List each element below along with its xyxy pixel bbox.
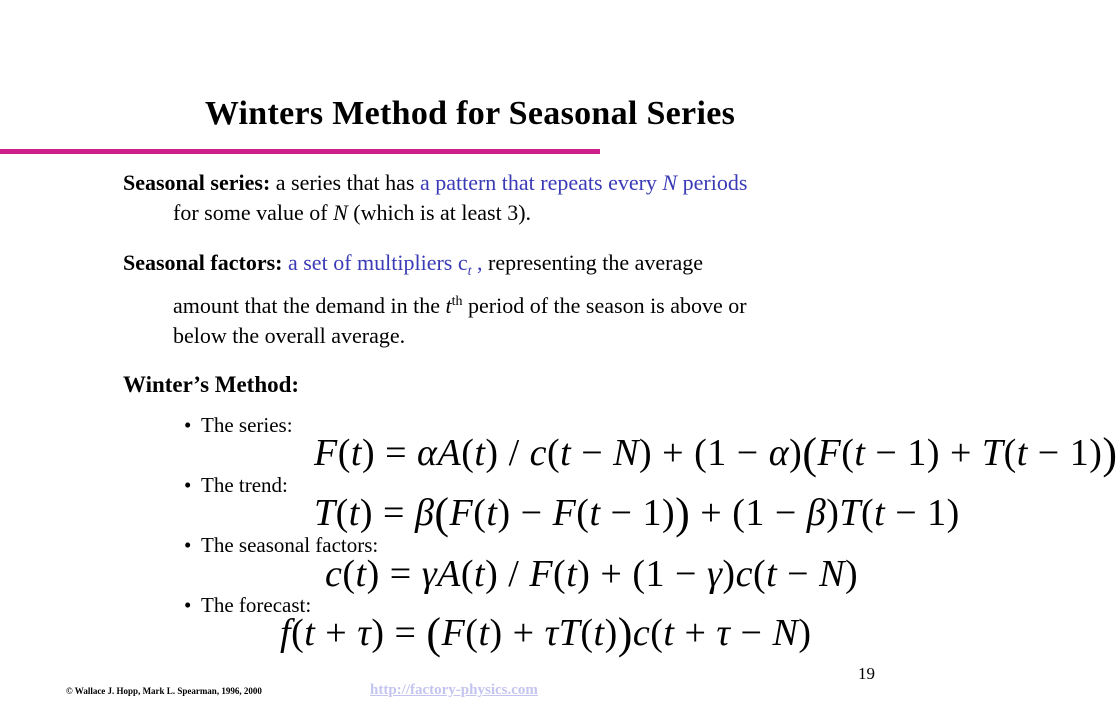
seasonal-factors-subscript: t [467,264,472,279]
seasonal-factors-definition [123,248,903,351]
bullet-glyph: • [184,473,192,497]
bullet-series [184,413,293,438]
seasonal-series-line2-var: N [333,200,348,225]
seasonal-series-var-n: N [662,170,678,195]
winters-method-heading: Winter’s Method: [123,372,300,397]
footer-copyright: © Wallace J. Hopp, Mark L. Spearman, 1996, 2000 [66,686,262,696]
seasonal-series-text: a series that has [270,170,420,195]
bullet-glyph: • [184,593,192,617]
seasonal-series-line2 [123,198,903,228]
seasonal-series-highlight: a pattern that repeats every [419,170,663,195]
bullet-forecast-label: The forecast: [201,593,312,617]
bullet-seasonal-factors-label: The seasonal factors: [201,533,379,557]
forecast-formula: f(t + τ) = (F(t) + τT(t))c(t + τ − N) [280,609,812,658]
series-formula: F(t) = αA(t) / c(t − N) + (1 − α)(F(t − 1) + T(t − 1)) [314,429,1118,478]
seasonal-series-term: Seasonal series: [123,170,271,195]
footer-website-link[interactable]: http://factory-physics.com [370,682,538,698]
seasonal-factors-term: Seasonal factors: [123,250,283,275]
title-underline-rule [0,149,600,154]
bullet-trend [184,473,288,498]
bullet-series-label: The series: [201,413,293,437]
bullet-trend-label: The trend: [201,473,288,497]
seasonal-factors-text: representing the average [482,250,703,275]
trend-formula: T(t) = β(F(t) − F(t − 1)) + (1 − β)T(t − 1) [314,489,960,538]
seasonal-series-highlight-end: periods [677,170,748,195]
seasonal-factors-highlight: a set of multipliers c [282,250,468,275]
seasonal-series-line2-post: (which is at least 3). [347,200,532,225]
seasonal-factors-line2-sup: th [451,294,463,309]
seasonal-factors-line2 [123,287,903,321]
seasonal-factors-line2-post: period of the season is above or [462,293,747,318]
seasonal-factors-formula: c(t) = γA(t) / F(t) + (1 − γ)c(t − N) [325,553,859,595]
bullet-glyph: • [184,533,192,557]
seasonal-series-definition [123,168,903,228]
seasonal-factors-line2-var: t [445,293,452,318]
seasonal-factors-line2-pre: amount that the demand in the [173,293,446,318]
page-number: 19 [858,664,875,683]
seasonal-series-line2-pre: for some value of [173,200,334,225]
slide-title: Winters Method for Seasonal Series [204,95,736,132]
seasonal-factors-line3: below the overall average. [173,323,406,348]
bullet-glyph: • [184,413,192,437]
seasonal-factors-highlight-end: , [471,250,483,275]
